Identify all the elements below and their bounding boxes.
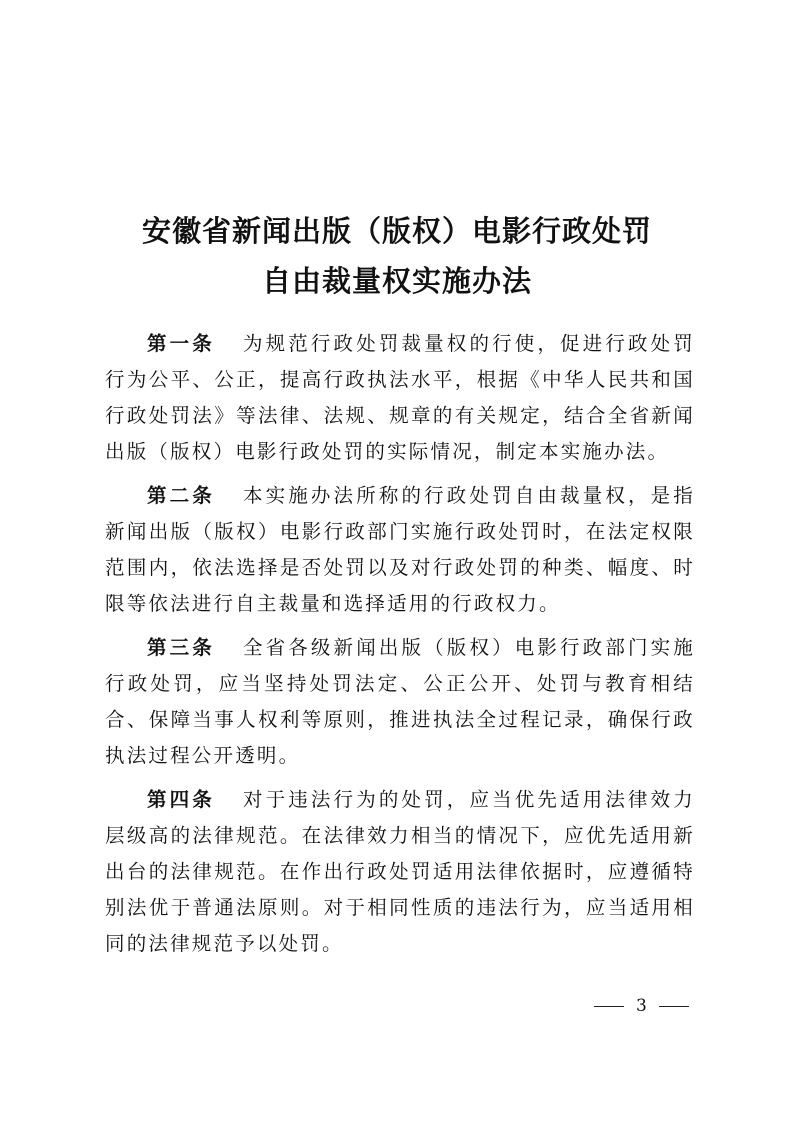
title-line-1: 安徽省新闻出版（版权）电影行政处罚 [141, 214, 652, 248]
article-heading: 第三条 [147, 636, 215, 659]
article-text: 全省各级新闻出版（版权）电影行政部门实施行政处罚，应当坚持处罚法定、公正公开、处罚与教育相结合、保障当事人权利等原则，推进执法全过程记录，确保行政执法过程公开透明。 [105, 636, 695, 767]
right-dash [659, 1006, 689, 1007]
article-heading: 第一条 [147, 332, 215, 355]
article-heading: 第二条 [147, 484, 215, 507]
article-text: 对于违法行为的处罚，应当优先适用法律效力层级高的法律规范。在法律效力相当的情况下，应优先适用新出台的法律规范。在作出行政处罚适用法律依据时，应遵循特别法优于普通法原则。对于相同性质的违法行为，应当适用相同的法律规范予以处罚。 [105, 788, 695, 955]
document-title [0, 206, 794, 306]
article-heading: 第四条 [147, 788, 215, 811]
article-text: 为规范行政处罚裁量权的行使，促进行政处罚行为公平、公正，提高行政执法水平，根据《中华人民共和国行政处罚法》等法律、法规、规章的有关规定，结合全省新闻出版（版权）电影行政处罚的实际情况，制定本实施办法。 [105, 332, 695, 463]
title-line-2: 自由裁量权实施办法 [261, 264, 532, 298]
left-dash [594, 1006, 624, 1007]
page-number: 3 [636, 996, 647, 1016]
page-footer [594, 996, 694, 1016]
article-1 [105, 326, 695, 470]
article-3 [105, 630, 695, 774]
document-body [105, 326, 695, 970]
article-2 [105, 478, 695, 622]
article-4 [105, 782, 695, 962]
article-text: 本实施办法所称的行政处罚自由裁量权，是指新闻出版（版权）电影行政部门实施行政处罚时，在法定权限范围内，依法选择是否处罚以及对行政处罚的种类、幅度、时限等依法进行自主裁量和选择适用的行政权力。 [105, 484, 695, 615]
